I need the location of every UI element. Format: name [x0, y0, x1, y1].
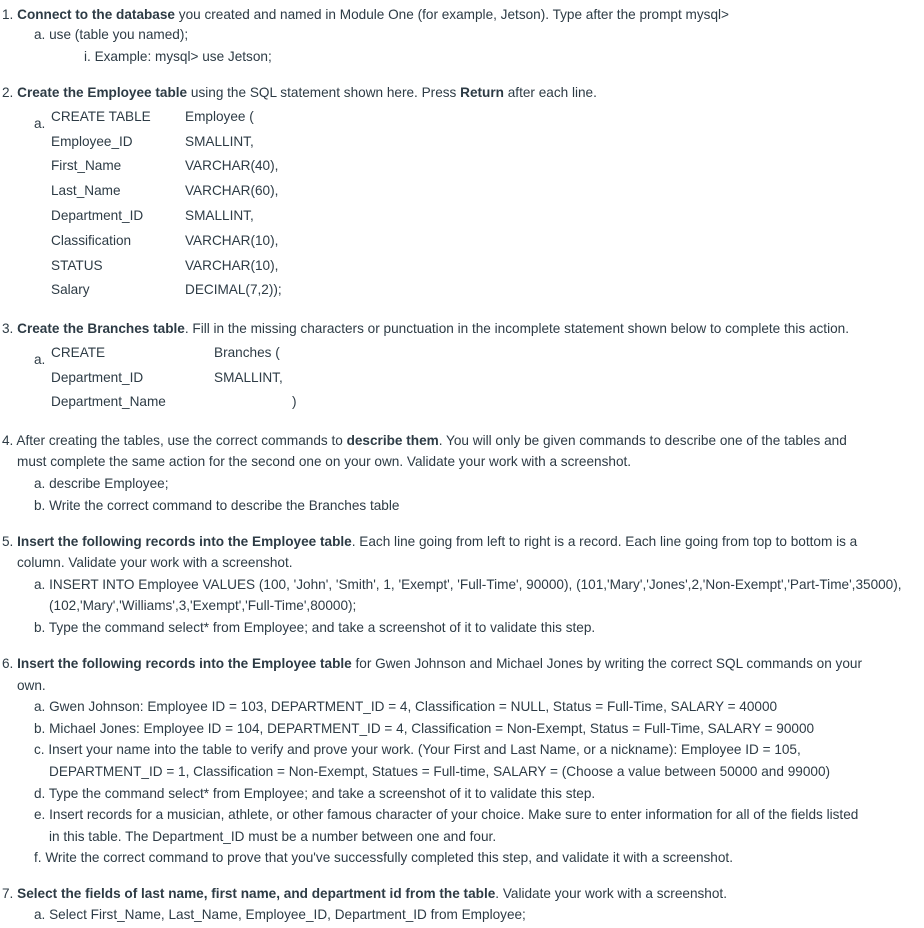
sql-column-type: SMALLINT, — [185, 134, 254, 149]
step-7a: a. Select First_Name, Last_Name, Employee_ID, Department_ID from Employee; — [34, 907, 526, 922]
step-3a-label: a. — [34, 352, 46, 367]
sql-column-name: Last_Name — [51, 183, 121, 198]
sql-column-name: First_Name — [51, 158, 122, 173]
step-4b: b. Write the correct command to describe the Branches table — [34, 498, 400, 513]
step-6d: d. Type the command select* from Employee; and take a screenshot of it to validate this step. — [34, 786, 596, 801]
sql-column-type: DECIMAL(7,2)); — [185, 282, 282, 297]
sql-column-name: Employee_ID — [51, 134, 133, 149]
sql-column-type: VARCHAR(10), — [185, 233, 279, 248]
step-4-heading-line2: must complete the same action for the second one on your own. Validate your work with a screenshot. — [17, 454, 632, 469]
sql-column-type: SMALLINT, — [185, 208, 254, 223]
sql-column-type: VARCHAR(40), — [185, 158, 279, 173]
step-6-heading: 6. Insert the following records into the Employee table for Gwen Johnson and Michael Jones by writing the correct SQL commands on your — [2, 656, 862, 671]
step-6c-cont: DEPARTMENT_ID = 1, Classification = Non-Exempt, Statues = Full-time, SALARY = (Choose a value between 50000 and 99000) — [49, 764, 831, 779]
step-4a: a. describe Employee; — [34, 476, 169, 491]
step-6c: c. Insert your name into the table to verify and prove your work. (Your First and Last Name, or a nickname): Employee ID = 105, — [34, 742, 801, 757]
sql-column-type: Branches ( — [214, 345, 280, 360]
sql-column-name: STATUS — [51, 258, 103, 273]
step-1a-i: i. Example: mysql> use Jetson; — [84, 49, 272, 64]
step-5-heading-line2: column. Validate your work with a screenshot. — [17, 555, 293, 570]
step-6e: e. Insert records for a musician, athlete, or other famous character of your choice. Make sure to enter information for all of the fields listed — [34, 807, 859, 822]
step-5a: a. INSERT INTO Employee VALUES (100, 'John', 'Smith', 1, 'Exempt', 'Full-Time', 90000), (101,'Mary','Jones',2,'Non-Exempt','Part-Time',35000), — [34, 577, 902, 592]
step-5-heading: 5. Insert the following records into the Employee table. Each line going from left to right is a record. Each line going from top to bottom is a — [2, 534, 858, 549]
sql-column-name: Classification — [51, 233, 132, 248]
step-6-heading-line2: own. — [17, 678, 46, 693]
sql-column-type: VARCHAR(10), — [185, 258, 279, 273]
step-6b: b. Michael Jones: Employee ID = 104, DEPARTMENT_ID = 4, Classification = Non-Exempt, Status = Full-Time, SALARY = 90000 — [34, 721, 815, 736]
sql-column-name: Department_ID — [51, 370, 144, 385]
step-6f: f. Write the correct command to prove that you've successfully completed this step, and validate it with a screenshot. — [34, 850, 733, 865]
step-7-heading: 7. Select the fields of last name, first name, and department id from the table. Validate your work with a screenshot. — [2, 886, 727, 901]
step-3-heading: 3. Create the Branches table. Fill in the missing characters or punctuation in the incomplete statement shown below to complete this action. — [2, 321, 850, 336]
sql-column-type: ) — [292, 394, 297, 409]
step-1-heading: 1. Connect to the database you created and named in Module One (for example, Jetson). Type after the prompt mysql> — [2, 7, 729, 22]
step-6e-cont: in this table. The Department_ID must be a number between one and four. — [49, 829, 497, 844]
sql-column-name: Salary — [51, 282, 90, 297]
step-5b: b. Type the command select* from Employee; and take a screenshot of it to validate this step. — [34, 620, 596, 635]
sql-column-name: CREATE — [51, 345, 106, 360]
step-5a-cont: (102,'Mary','Williams',3,'Exempt','Full-Time',80000); — [49, 598, 357, 613]
sql-column-name: Department_Name — [51, 394, 166, 409]
sql-column-type: SMALLINT, — [214, 370, 283, 385]
step-1a: a. use (table you named); — [34, 27, 189, 42]
sql-column-type: VARCHAR(60), — [185, 183, 279, 198]
step-6a: a. Gwen Johnson: Employee ID = 103, DEPARTMENT_ID = 4, Classification = NULL, Status = Full-Time, SALARY = 40000 — [34, 699, 778, 714]
step-4-heading: 4. After creating the tables, use the correct commands to describe them. You will only be given commands to describe one of the tables and — [2, 433, 847, 448]
sql-column-type: Employee ( — [185, 109, 254, 124]
sql-column-name: CREATE TABLE — [51, 109, 151, 124]
sql-column-name: Department_ID — [51, 208, 144, 223]
step-2-heading: 2. Create the Employee table using the SQL statement shown here. Press Return after each line. — [2, 85, 597, 100]
step-2a-label: a. — [34, 116, 46, 131]
